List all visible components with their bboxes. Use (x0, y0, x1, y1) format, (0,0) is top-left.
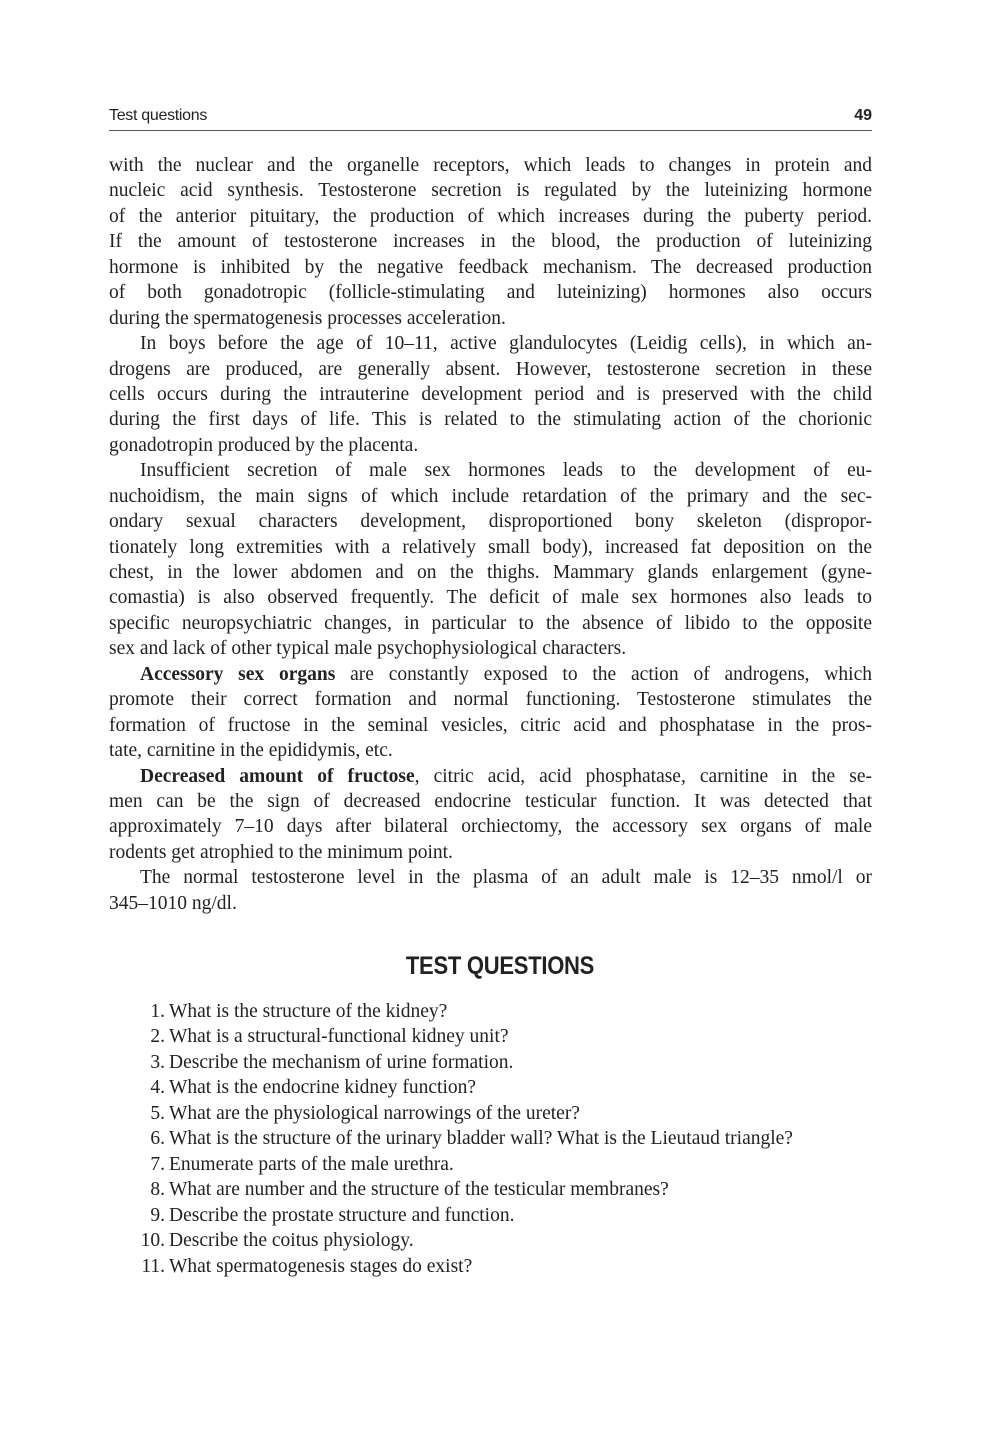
paragraph (109, 865, 872, 916)
text-line (109, 229, 872, 254)
question-number: 9. (150, 1204, 165, 1226)
section-heading: TEST QUESTIONS (405, 952, 595, 980)
line-text: nuchoidism, the main signs of which include retardation of the primary and the sec- (109, 485, 872, 507)
question-number: 11. (141, 1255, 165, 1277)
question-text: What is a structural-functional kidney unit? (169, 1026, 509, 1048)
line-text: gonadotropin produced by the placenta. (109, 434, 419, 456)
question-number: 8. (150, 1179, 165, 1201)
line-text: nucleic acid synthesis. Testosterone secretion is regulated by the luteinizing hormone (109, 180, 872, 202)
paragraph (109, 331, 872, 458)
question-item (109, 1126, 793, 1151)
line-text: comastia) is also observed frequently. The deficit of male sex hormones also leads to (109, 587, 872, 609)
text-line (109, 178, 872, 203)
line-text: sex and lack of other typical male psychophysiological characters. (109, 638, 627, 660)
text-line (109, 789, 872, 814)
question-item (109, 1177, 793, 1202)
text-line (109, 331, 872, 356)
text-line (109, 153, 872, 178)
text-line (109, 687, 872, 712)
question-number: 1. (150, 1001, 165, 1022)
text-line (109, 891, 872, 916)
line-text: rodents get atrophied to the minimum point. (109, 841, 453, 863)
question-item (109, 1152, 793, 1177)
text-line (109, 458, 872, 483)
bold-term: Accessory sex organs (140, 663, 336, 685)
question-number: 2. (150, 1026, 165, 1048)
question-list (109, 999, 793, 1279)
line-text: tionately long extremities with a relatively small body), increased fat deposition on the (109, 536, 872, 558)
question-text: What is the structure of the kidney? (169, 1001, 448, 1022)
text-line (109, 840, 872, 865)
line-text: tate, carnitine in the epididymis, etc. (109, 740, 393, 762)
text-line (109, 407, 872, 432)
text-line (109, 306, 872, 331)
question-item (109, 1101, 793, 1126)
question-number: 4. (150, 1077, 165, 1099)
question-text: What spermatogenesis stages do exist? (169, 1255, 473, 1277)
question-text: What are the physiological narrowings of the ureter? (169, 1102, 580, 1124)
text-line (109, 865, 872, 890)
question-item (109, 1075, 793, 1100)
line-text: ondary sexual characters development, disproportioned bony skeleton (dispropor- (109, 511, 872, 533)
text-line (109, 204, 872, 229)
line-text: men can be the sign of decreased endocrine testicular function. It was detected that (109, 790, 872, 812)
line-text: with the nuclear and the organelle receptors, which leads to changes in protein and (109, 155, 872, 176)
question-item (109, 1228, 793, 1253)
running-header-title: Test questions (109, 107, 208, 124)
line-text: If the amount of testosterone increases in the blood, the production of luteinizing (109, 231, 872, 253)
line-text: promote their correct formation and normal functioning. Testosterone stimulates the (109, 689, 872, 711)
text-line (109, 713, 872, 738)
line-text: The normal testosterone level in the plasma of an adult male is 12–35 nmol/l or (140, 867, 872, 889)
line-text: In boys before the age of 10–11, active glandulocytes (Leidig cells), in which an- (140, 333, 872, 355)
line-text: of the anterior pituitary, the production of which increases during the puberty period. (109, 205, 872, 227)
text-line (109, 255, 872, 280)
line-text: chest, in the lower abdomen and on the thighs. Mammary glands enlargement (gyne- (109, 562, 872, 583)
question-number: 6. (150, 1128, 165, 1150)
line-text: of both gonadotropic (follicle-stimulating and luteinizing) hormones also occurs (109, 282, 872, 304)
page-number: 49 (854, 107, 872, 124)
question-item (109, 1203, 793, 1228)
question-item (109, 999, 793, 1024)
text-line (109, 611, 872, 636)
question-text: What is the structure of the urinary bladder wall? What is the Lieutaud triangle? (169, 1128, 793, 1150)
line-text: cells occurs during the intrauterine development period and is preserved with the child (109, 383, 872, 405)
question-text: Describe the coitus physiology. (169, 1230, 414, 1252)
bold-term: Decreased amount of fructose (140, 765, 415, 787)
paragraph (109, 662, 872, 764)
line-text: during the first days of life. This is related to the stimulating action of the chorionic (109, 409, 872, 431)
line-text: are constantly exposed to the action of androgens, which (335, 663, 872, 685)
line-text: , citric acid, acid phosphatase, carnitine in the se- (414, 765, 873, 787)
text-line (109, 764, 872, 789)
text-line (109, 484, 872, 509)
text-line (109, 433, 872, 458)
question-text: Describe the prostate structure and function. (169, 1204, 515, 1226)
text-line (109, 357, 872, 382)
text-line (109, 560, 872, 585)
line-text: drogens are produced, are generally absent. However, testosterone secretion in these (109, 358, 872, 380)
text-line (109, 535, 872, 560)
paragraph (109, 458, 872, 662)
question-number: 7. (150, 1153, 165, 1175)
line-text: approximately 7–10 days after bilateral orchiectomy, the accessory sex organs of male (109, 816, 872, 838)
text-line (109, 814, 872, 839)
paragraph (109, 153, 872, 331)
text-line (109, 280, 872, 305)
running-header (109, 106, 872, 131)
question-number: 10. (140, 1230, 165, 1252)
question-text: Enumerate parts of the male urethra. (169, 1153, 454, 1175)
question-number: 5. (150, 1102, 165, 1124)
text-line (109, 662, 872, 687)
text-line (109, 738, 872, 763)
paragraph (109, 764, 872, 866)
question-text: What are number and the structure of the testicular membranes? (169, 1179, 669, 1201)
line-text: formation of fructose in the seminal vesicles, citric acid and phosphatase in the pros- (109, 714, 872, 736)
text-line (109, 382, 872, 407)
line-text: 345–1010 ng/dl. (109, 892, 237, 914)
text-line (109, 585, 872, 610)
question-text: Describe the mechanism of urine formation. (169, 1051, 514, 1073)
line-text: hormone is inhibited by the negative feedback mechanism. The decreased production (109, 256, 872, 278)
text-line (109, 509, 872, 534)
line-text: during the spermatogenesis processes acceleration. (109, 307, 506, 329)
question-number: 3. (150, 1051, 165, 1073)
body-text (109, 153, 872, 916)
text-line (109, 636, 872, 661)
question-text: What is the endocrine kidney function? (169, 1077, 477, 1099)
line-text: Insufficient secretion of male sex hormones leads to the development of eu- (140, 460, 872, 482)
line-text: specific neuropsychiatric changes, in particular to the absence of libido to the opposite (109, 612, 872, 634)
question-item (109, 1050, 793, 1075)
question-item (109, 1254, 793, 1279)
question-item (109, 1024, 793, 1049)
